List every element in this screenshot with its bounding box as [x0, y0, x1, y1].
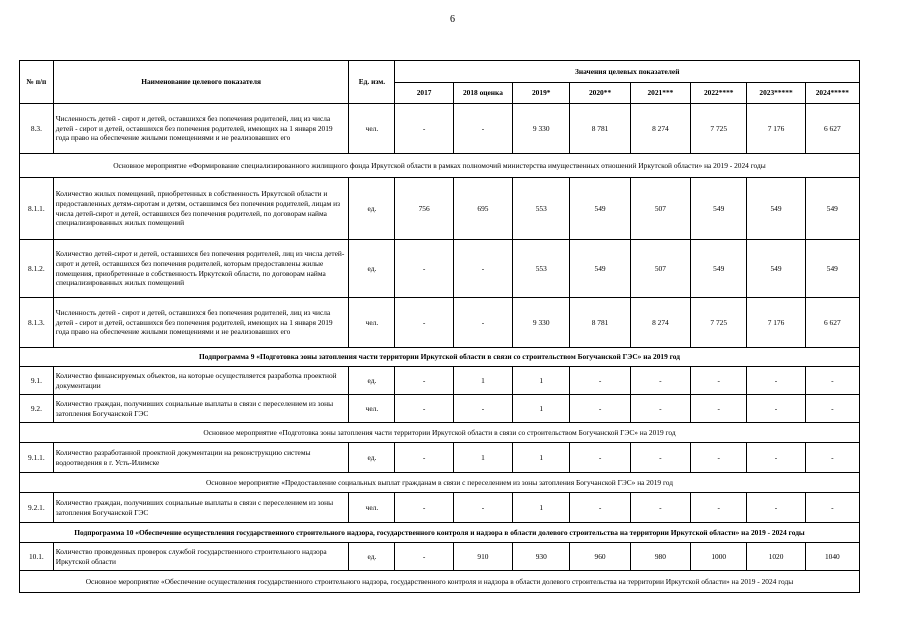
row-value: 6 627 — [805, 298, 859, 348]
target-indicators-table — [19, 60, 860, 593]
row-value: 1 — [513, 443, 570, 473]
table-row — [20, 367, 860, 395]
row-unit: ед. — [349, 178, 395, 240]
row-num: 9.2.1. — [20, 493, 54, 523]
row-value: - — [747, 367, 805, 395]
row-unit: ед. — [349, 443, 395, 473]
row-value: 9 330 — [513, 104, 570, 154]
table-row — [20, 443, 860, 473]
row-indicator-name: Количество проведенных проверок службой государственного строительного надзора Иркутской области — [53, 543, 349, 571]
row-value: 1020 — [747, 543, 805, 571]
table-row — [20, 240, 860, 298]
row-value: - — [453, 493, 512, 523]
header-year: 2022**** — [691, 83, 747, 104]
row-value: 1040 — [805, 543, 859, 571]
row-indicator-name: Количество жилых помещений, приобретенных в собственность Иркутской области и предоставленных детям-сиротам и детям, оставшимся без попечения родителей, лицам из числа детей-сирот и детей, оставшихся без попечения родителей, по договорам найма специализированных жилых помещений — [53, 178, 349, 240]
main-activity-title: Основное мероприятие «Предоставление социальных выплат гражданам в связи с переселением из зоны затопления Богучанской ГЭС» на 2019 год — [20, 473, 860, 493]
row-value: 549 — [691, 178, 747, 240]
row-num: 10.1. — [20, 543, 54, 571]
subprogram-title: Подпрограмма 9 «Подготовка зоны затопления части территории Иркутской области в связи со строительством Богучанской ГЭС» на 2019 год — [20, 348, 860, 367]
row-value: 1 — [513, 493, 570, 523]
row-value: 549 — [747, 240, 805, 298]
row-value: 960 — [570, 543, 630, 571]
row-value: - — [395, 367, 453, 395]
header-unit: Ед. изм. — [349, 61, 395, 104]
row-value: - — [630, 395, 690, 423]
row-value: - — [630, 493, 690, 523]
row-num: 8.3. — [20, 104, 54, 154]
header-year: 2018 оценка — [453, 83, 512, 104]
header-year: 2017 — [395, 83, 453, 104]
header-num: № п/п — [20, 61, 54, 104]
row-value: 8 274 — [630, 298, 690, 348]
row-value: 930 — [513, 543, 570, 571]
row-value: - — [395, 395, 453, 423]
row-value: - — [691, 395, 747, 423]
row-value: 9 330 — [513, 298, 570, 348]
row-value: - — [453, 104, 512, 154]
row-value: 507 — [630, 178, 690, 240]
row-indicator-name: Численность детей - сирот и детей, оставшихся без попечения родителей, лиц из числа детей - сирот и детей, оставшихся без попечения родителей, имеющих на 1 января 2019 года право на обеспечение жилыми помещениями и не реализовавших его — [53, 104, 349, 154]
row-value: - — [805, 367, 859, 395]
main-activity-title: Основное мероприятие «Формирование специализированного жилищного фонда Иркутской области в рамках полномочий министерства имущественных отношений Иркутской области» на 2019 - 2024 годы — [20, 154, 860, 178]
header-name: Наименование целевого показателя — [53, 61, 349, 104]
row-num: 8.1.3. — [20, 298, 54, 348]
row-value: - — [570, 367, 630, 395]
row-value: - — [570, 493, 630, 523]
row-value: - — [691, 367, 747, 395]
row-unit: чел. — [349, 298, 395, 348]
row-value: 8 274 — [630, 104, 690, 154]
row-value: - — [630, 367, 690, 395]
row-value: 549 — [747, 178, 805, 240]
row-value: - — [395, 298, 453, 348]
row-value: - — [805, 493, 859, 523]
row-value: - — [395, 104, 453, 154]
main-activity-row — [20, 571, 860, 593]
row-unit: ед. — [349, 240, 395, 298]
table-row — [20, 493, 860, 523]
row-value: 756 — [395, 178, 453, 240]
header-year: 2023***** — [747, 83, 805, 104]
table-row — [20, 104, 860, 154]
row-value: - — [691, 493, 747, 523]
row-value: 549 — [691, 240, 747, 298]
row-value: 1 — [453, 443, 512, 473]
row-value: 910 — [453, 543, 512, 571]
table-row — [20, 298, 860, 348]
row-value: - — [747, 443, 805, 473]
row-indicator-name: Количество разработанной проектной документации на реконструкцию системы водоотведения в г. Усть-Илимске — [53, 443, 349, 473]
row-value: - — [570, 443, 630, 473]
row-value: 549 — [570, 240, 630, 298]
header-values-group: Значения целевых показателей — [395, 61, 860, 83]
row-value: - — [453, 240, 512, 298]
page-number: 6 — [450, 14, 455, 25]
row-value: - — [395, 543, 453, 571]
row-value: 549 — [805, 240, 859, 298]
row-value: - — [747, 395, 805, 423]
subprogram-row — [20, 523, 860, 543]
row-value: 1000 — [691, 543, 747, 571]
row-num: 8.1.2. — [20, 240, 54, 298]
main-activity-row — [20, 423, 860, 443]
main-activity-row — [20, 154, 860, 178]
row-value: 553 — [513, 240, 570, 298]
row-value: - — [395, 493, 453, 523]
row-value: - — [805, 443, 859, 473]
row-value: - — [453, 298, 512, 348]
row-value: 1 — [513, 367, 570, 395]
row-unit: чел. — [349, 104, 395, 154]
row-num: 9.1.1. — [20, 443, 54, 473]
row-value: 6 627 — [805, 104, 859, 154]
row-value: 7 176 — [747, 104, 805, 154]
row-unit: чел. — [349, 493, 395, 523]
main-activity-title: Основное мероприятие «Обеспечение осуществления государственного строительного надзора, государственного контроля и надзора в области долевого строительства на территории Иркутской области» на 2019 - 2024 годы — [20, 571, 860, 593]
row-value: - — [691, 443, 747, 473]
header-year: 2019* — [513, 83, 570, 104]
main-activity-title: Основное мероприятие «Подготовка зоны затопления части территории Иркутской области в связи со строительством Богучанской ГЭС» на 2019 год — [20, 423, 860, 443]
header-year: 2020** — [570, 83, 630, 104]
row-value: 549 — [805, 178, 859, 240]
row-num: 9.1. — [20, 367, 54, 395]
table-row — [20, 395, 860, 423]
row-value: 549 — [570, 178, 630, 240]
row-indicator-name: Количество граждан, получивших социальные выплаты в связи с переселением из зоны затопления Богучанской ГЭС — [53, 493, 349, 523]
row-value: 695 — [453, 178, 512, 240]
main-activity-row — [20, 473, 860, 493]
row-indicator-name: Количество детей-сирот и детей, оставшихся без попечения родителей, лиц из числа детей-сирот и детей, оставшихся без попечения родителей, которым предоставлены жилые помещения, приобретенные в собственность Иркутской области, по договорам найма специализированных жилых помещений — [53, 240, 349, 298]
row-value: 980 — [630, 543, 690, 571]
row-value: - — [747, 493, 805, 523]
row-value: - — [395, 240, 453, 298]
table-row — [20, 178, 860, 240]
header-year: 2024***** — [805, 83, 859, 104]
table-row — [20, 543, 860, 571]
row-unit: ед. — [349, 367, 395, 395]
row-value: 553 — [513, 178, 570, 240]
row-unit: чел. — [349, 395, 395, 423]
header-year: 2021*** — [630, 83, 690, 104]
row-value: 1 — [453, 367, 512, 395]
row-value: - — [453, 395, 512, 423]
subprogram-row — [20, 348, 860, 367]
row-value: 8 781 — [570, 104, 630, 154]
row-value: - — [805, 395, 859, 423]
row-indicator-name: Количество финансируемых объектов, на которые осуществляется разработка проектной документации — [53, 367, 349, 395]
row-value: 507 — [630, 240, 690, 298]
subprogram-title: Подпрограмма 10 «Обеспечение осуществления государственного строительного надзора, государственного контроля и надзора в области долевого строительства на территории Иркутской области» на 2019 - 2024 годы — [20, 523, 860, 543]
row-value: - — [395, 443, 453, 473]
row-indicator-name: Численность детей - сирот и детей, оставшихся без попечения родителей, лиц из числа детей - сирот и детей, оставшихся без попечения родителей, имеющих на 1 января 2019 года право на обеспечение жилыми помещениями и не реализовавших его — [53, 298, 349, 348]
row-num: 9.2. — [20, 395, 54, 423]
row-value: 8 781 — [570, 298, 630, 348]
row-value: - — [570, 395, 630, 423]
row-value: 7 176 — [747, 298, 805, 348]
row-value: - — [630, 443, 690, 473]
row-unit: ед. — [349, 543, 395, 571]
row-indicator-name: Количество граждан, получивших социальные выплаты в связи с переселением из зоны затопления Богучанской ГЭС — [53, 395, 349, 423]
row-value: 7 725 — [691, 104, 747, 154]
row-value: 1 — [513, 395, 570, 423]
row-value: 7 725 — [691, 298, 747, 348]
row-num: 8.1.1. — [20, 178, 54, 240]
